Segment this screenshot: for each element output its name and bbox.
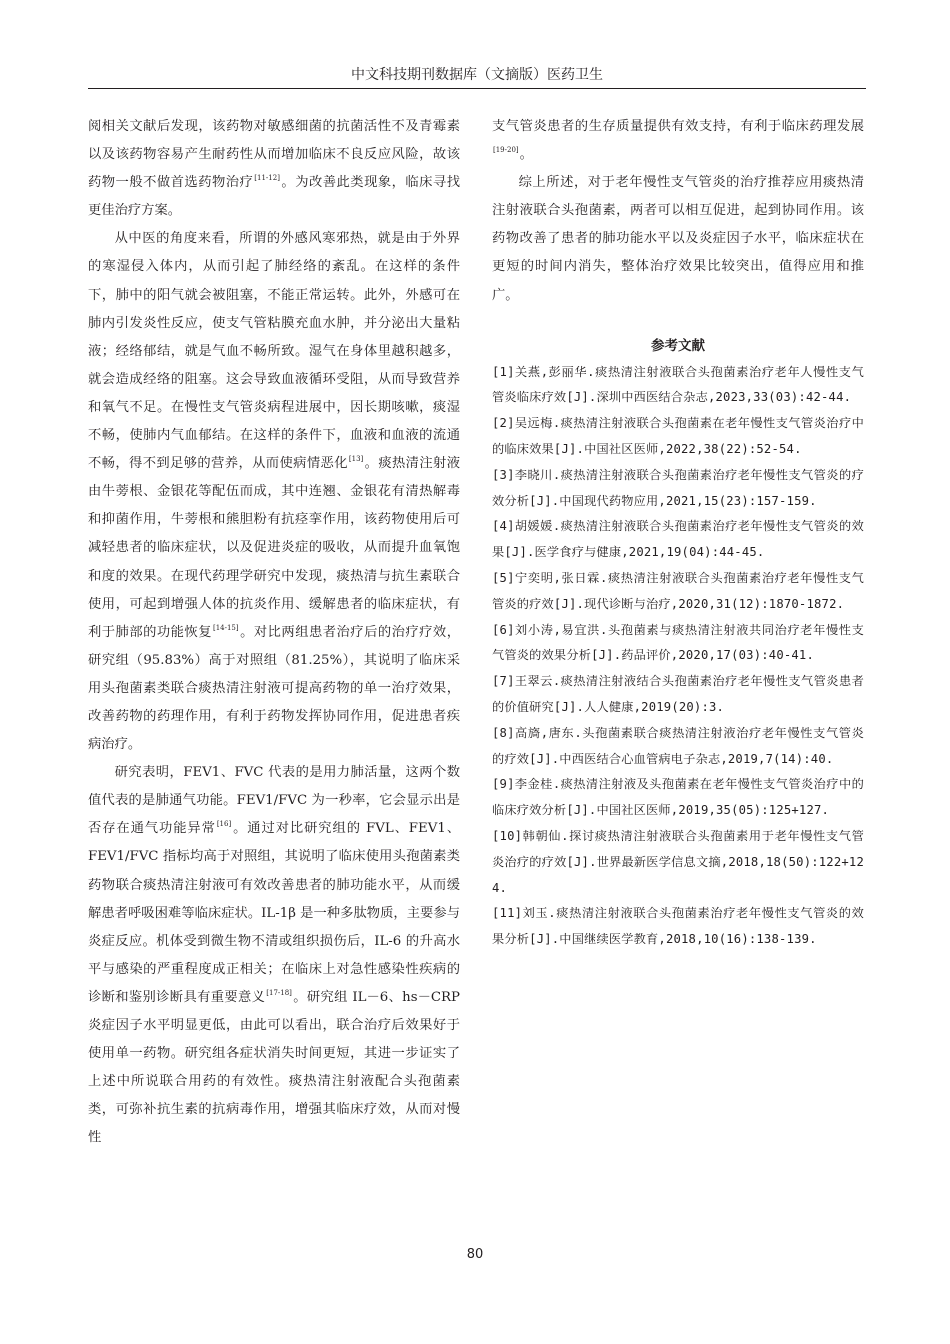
paragraph-4: [492, 113, 864, 169]
paragraph-2: [88, 225, 460, 759]
citation: [19-20]: [493, 146, 519, 155]
reference-item: [6]刘小涛,易宜洪.头孢菌素与痰热清注射液共同治疗老年慢性支气管炎的效果分析[J].药品评价,2020,17(03):40-41.: [492, 622, 864, 663]
citation: [16]: [216, 820, 232, 829]
conclusion-paragraph: 综上所述，对于老年慢性支气管炎的治疗推荐应用痰热清注射液联合头孢菌素，两者可以相互促进，起到协同作用。该药物改善了患者的肺功能水平以及炎症因子水平，临床症状在更短的时间内消失，整体治疗效果比较突出，值得应用和推广。: [492, 175, 864, 303]
reference-item: [2]吴远梅.痰热清注射液联合头孢菌素在老年慢性支气管炎治疗中的临床效果[J].中国社区医师,2022,38(22):52-54.: [492, 416, 864, 457]
left-column: [88, 113, 460, 1152]
paragraph-text: 。: [519, 147, 533, 163]
references-heading: 参考文献: [651, 337, 705, 354]
paragraph-text: 。通过对比研究组的 FVL、FEV1、FEV1/FVC 指标均高于对照组，其说明了临床使用头孢菌素类药物联合痰热清注射液可有效改善患者的肺功能水平，从而缓解患者呼吸困难等临床症状。IL-1β 是一种多肽物质，主要参与炎症反应。机体受到微生物不清或组织损伤后，IL-6 的升高水平与感染的严重程度成正相关；在临床上对急性感染性疾病的诊断和鉴别诊断具有重要意义: [88, 821, 460, 1005]
citation: [11-12]: [254, 174, 280, 183]
reference-item: [8]高旖,唐东.头孢菌素联合痰热清注射液治疗老年慢性支气管炎的疗效[J].中西医结合心血管病电子杂志,2019,7(14):40.: [492, 725, 864, 766]
paragraph-text: 阅相关文献后发现，该药物对敏感细菌的抗菌活性不及青霉素以及该药物容易产生耐药性从而增加临床不良反应风险，故该药物一般不做首选药物治疗: [88, 119, 460, 191]
paragraph-text: 支气管炎患者的生存质量提供有效支持，有利于临床药理发展: [492, 119, 864, 134]
paragraph-text: 从中医的角度来看，所谓的外感风寒邪热，就是由于外界的寒湿侵入体内，从而引起了肺经络的紊乱。在这样的条件下，肺中的阳气就会被阻塞，不能正常运转。此外，外感可在肺内引发炎性反应，使支气管粘膜充血水肿，并分泌出大量粘液；经络郁结，就是气血不畅所致。湿气在身体里越积越多，就会造成经络的阻塞。这会导致血液循环受阻，从而导致营养和氧气不足。在慢性支气管炎病程进展中，因长期咳嗽，痰湿不畅，使肺内气血郁结。在这样的条件下，血液和血液的流通不畅，得不到足够的营养，从而使病情恶化: [88, 231, 460, 472]
citation: [13]: [348, 455, 364, 464]
reference-item: [5]宁奕明,张日霖.痰热清注射液联合头孢菌素治疗老年慢性支气管炎的疗效[J].现代诊断与治疗,2020,31(12):1870-1872.: [492, 571, 864, 611]
paragraph-text: 。为改善此类现象，临床寻找更佳治疗方案。: [88, 175, 461, 219]
citation: [17-18]: [266, 988, 292, 997]
right-column: [492, 113, 864, 953]
paragraph-1: [88, 113, 460, 225]
citation: [14-15]: [212, 623, 239, 632]
reference-item: [7]王翠云.痰热清注射液结合头孢菌素治疗老年慢性支气管炎患者的价值研究[J].人人健康,2019(20):3.: [492, 674, 864, 715]
paragraph-text: 研究表明，FEV1、FVC 代表的是用力肺活量，这两个数值代表的是肺通气功能。FEV1/FVC 为一秒率，它会显示出是否存在通气功能异常: [88, 765, 460, 837]
reference-item: [11]刘玉.痰热清注射液联合头孢菌素治疗老年慢性支气管炎的效果分析[J].中国继续医学教育,2018,10(16):138-139.: [492, 906, 864, 947]
paragraph-text: 。研究组 IL－6、hs－CRP 炎症因子水平明显更低，由此可以看出，联合治疗后效果好于使用单一药物。研究组各症状消失时间更短，其进一步证实了上述中所说联合用药的有效性。痰热清注射液配合头孢菌素类，可弥补抗生素的抗病毒作用，增强其临床疗效，从而对慢性: [88, 989, 460, 1146]
reference-item: [3]李晓川.痰热清注射液联合头孢菌素治疗老年慢性支气管炎的疗效分析[J].中国现代药物应用,2021,15(23):157-159.: [492, 467, 864, 508]
reference-item: [10]韩朝仙.探讨痰热清注射液联合头孢菌素用于老年慢性支气管炎治疗的疗效[J].世界最新医学信息文摘,2018,18(50):122+124.: [492, 829, 864, 895]
header-divider: [88, 88, 866, 89]
paragraph-text: 。痰热清注射液由牛蒡根、金银花等配伍而成，其中连翘、金银花有清热解毒和抑菌作用，牛蒡根和熊胆粉有抗痉挛作用，该药物使用后可减轻患者的临床症状，以及促进炎症的吸收，从而提升血氧饱和度的效果。在现代药理学研究中发现，痰热清与抗生素联合使用，可起到增强人体的抗炎作用、缓解患者的临床症状，有利于肺部的功能恢复: [88, 456, 461, 640]
reference-list: [492, 360, 864, 953]
paragraph-text: 。对比两组患者治疗后的治疗疗效，研究组（95.83%）高于对照组（81.25%），其说明了临床采用头孢菌素类联合痰热清注射液可提高药物的单一治疗效果，改善药物的药理作用，有利于药物发挥协同作用，促进患者疾病治疗。: [88, 624, 461, 753]
paragraph-3: [88, 759, 460, 1152]
reference-item: [9]李金桂.痰热清注射液及头孢菌素在老年慢性支气管炎治疗中的临床疗效分析[J].中国社区医师,2019,35(05):125+127.: [492, 777, 864, 818]
reference-item: [4]胡媛媛.痰热清注射液联合头孢菌素治疗老年慢性支气管炎的效果[J].医学食疗与健康,2021,19(04):44-45.: [492, 519, 864, 560]
page-number: 80: [466, 1247, 484, 1262]
running-header: 中文科技期刊数据库（文摘版）医药卫生: [351, 67, 603, 83]
reference-item: [1]关燕,彭丽华.痰热清注射液联合头孢菌素治疗老年人慢性支气管炎临床疗效[J].深圳中西医结合杂志,2023,33(03):42-44.: [492, 364, 864, 405]
